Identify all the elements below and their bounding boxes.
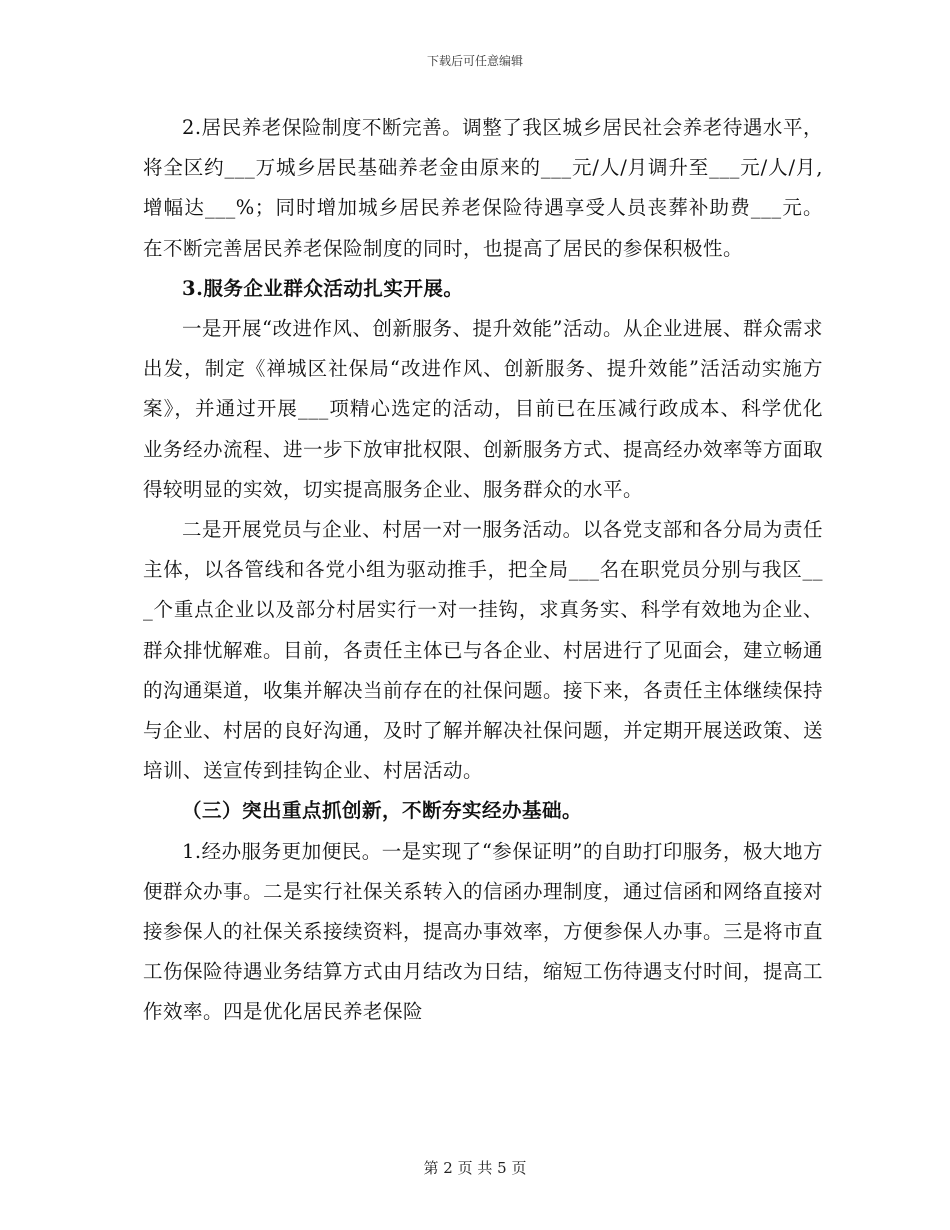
paragraph-party-member-service: 二是开展党员与企业、村居一对一服务活动。以各党支部和各分局为责任主体，以各管线和各党小组为驱动推手，把全局___名在职党员分别与我区___个重点企业以及部分村居实行一对一挂钩，求真务实、科学有效地为企业、群众排忧解难。目前，各责任主体已与各企业、村居进行了见面会，建立畅通的沟通渠道，收集并解决当前存在的社保问题。接下来，各责任主体继续保持与企业、村居的良好沟通，及时了解并解决社保问题，并定期开展送政策、送培训、送宣传到挂钩企业、村居活动。: [143, 518, 824, 783]
section-heading-service-activities: 3.服务企业群众活动扎实开展。: [182, 276, 464, 300]
document-body: [143, 108, 823, 1033]
paragraph-efficiency-campaign: 一是开展“改进作风、创新服务、提升效能”活动。从企业进展、群众需求出发，制定《禅城区社保局“改进作风、创新服务、提升效能”活活动实施方案》，并通过开展___项精心选定的活动，目前已在压减行政成本、科学优化业务经办流程、进一步下放审批权限、创新服务方式、提高经办效率等方面取得较明显的实效，切实提高服务企业、服务群众的水平。: [143, 317, 824, 501]
page-number: 第 2 页 共 5 页: [423, 1159, 527, 1177]
paragraph-convenient-services: 1.经办服务更加便民。一是实现了“参保证明”的自助打印服务，极大地方便群众办事。二是实行社保关系转入的信函办理制度，通过信函和网络直接对接参保人的社保关系接续资料，提高办事效率，方便参保人办事。三是将市直工伤保险待遇业务结算方式由月结改为日结，缩短工伤待遇支付时间，提高工作效率。四是优化居民养老保险: [143, 839, 824, 1024]
page-header: 下载后可任意编辑: [426, 54, 523, 68]
section-heading-innovation: （三）突出重点抓创新，不断夯实经办基础。: [182, 799, 583, 823]
paragraph-pension-system: 2.居民养老保险制度不断完善。调整了我区城乡居民社会养老待遇水平，将全区约___万城乡居民基础养老金由原来的___元/人/月调升至___元/人/月,增幅达___%；同时增加城乡居民养老保险待遇享受人员丧葬补助费___元。在不断完善居民养老保险制度的同时，也提高了居民的参保积极性。: [143, 116, 823, 260]
